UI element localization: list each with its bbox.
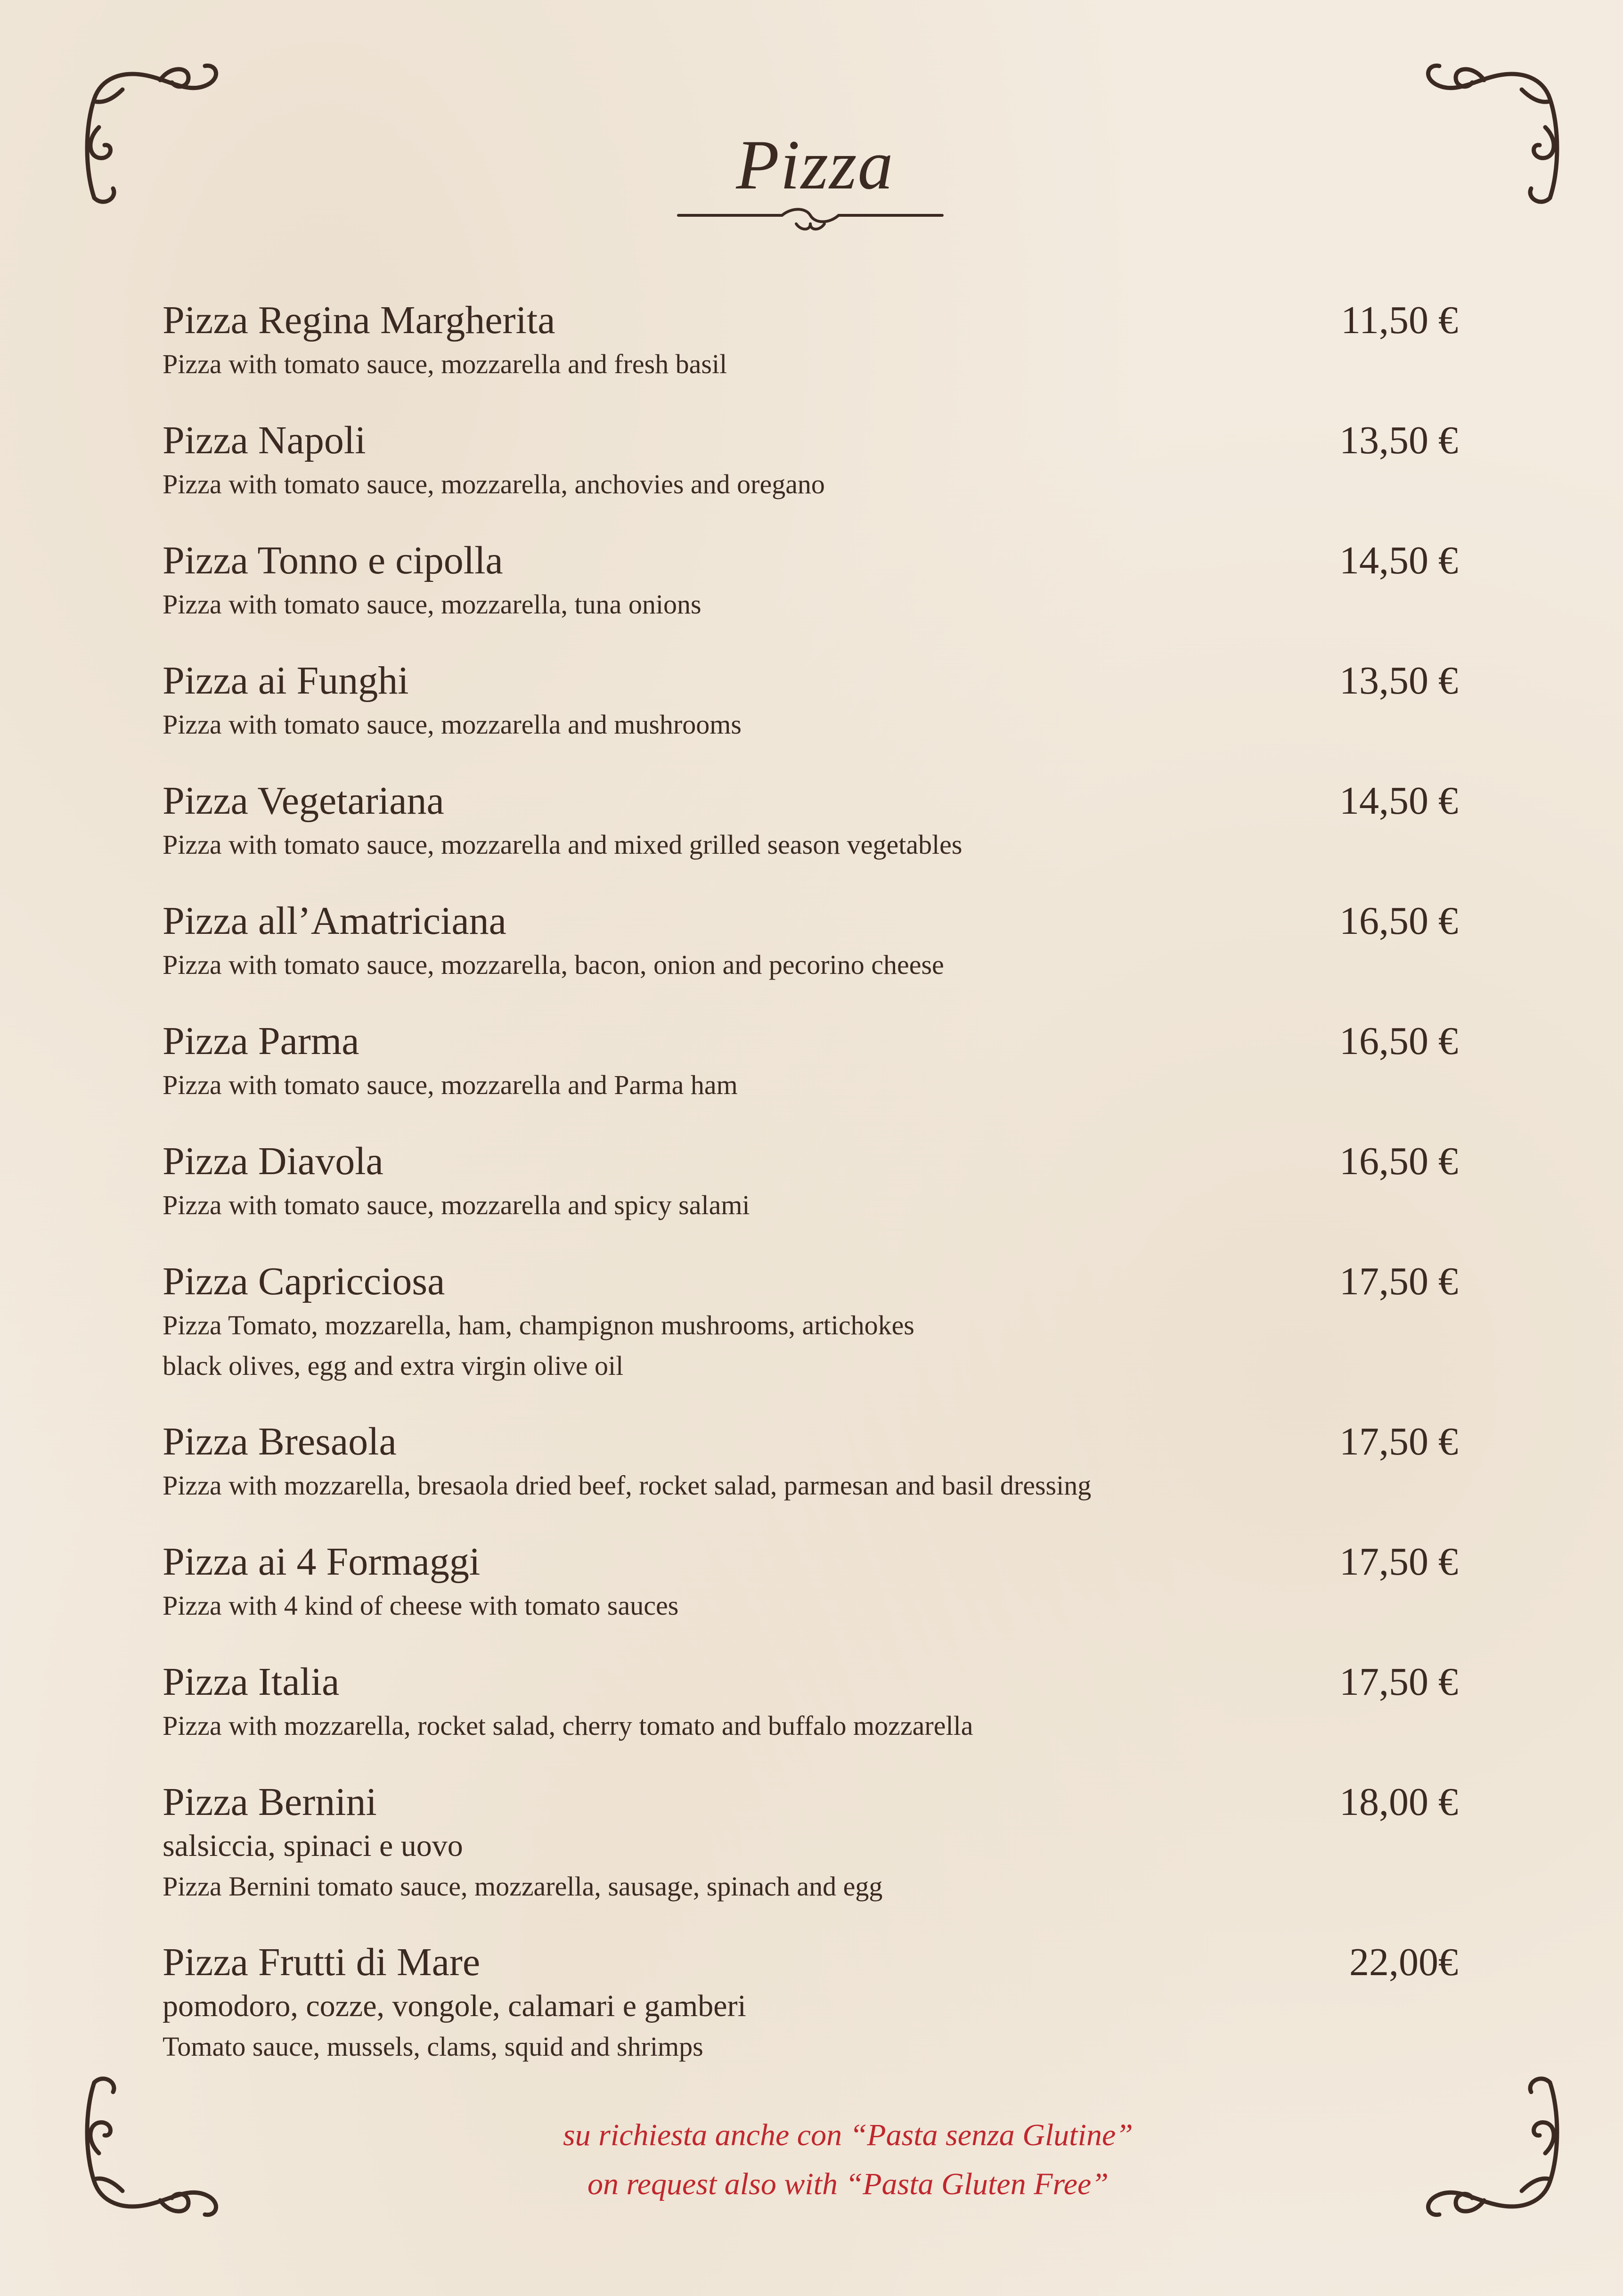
menu-item-subtitle: salsiccia, spinaci e uovo: [163, 1829, 463, 1863]
menu-item: [163, 1018, 1458, 1105]
menu-item-price: 14,50 €: [1339, 779, 1458, 823]
menu-item-name: Pizza Frutti di Mare: [163, 1940, 481, 1984]
menu-item-name: Pizza Napoli: [163, 418, 366, 462]
menu-item-price: 16,50 €: [1339, 1139, 1458, 1183]
menu-item-subtitle: pomodoro, cozze, vongole, calamari e gamberi: [163, 1989, 746, 2023]
menu-item-name: Pizza Capricciosa: [163, 1259, 445, 1303]
menu-item: [163, 1538, 1458, 1626]
menu-item-price: 16,50 €: [1339, 1019, 1458, 1063]
menu-item-name: Pizza Regina Margherita: [163, 298, 555, 342]
menu-item-description: Pizza with mozzarella, rocket salad, cherry tomato and buffalo mozzarella: [163, 1710, 973, 1741]
menu-item: [163, 1258, 1458, 1386]
menu-item-name: Pizza Parma: [163, 1019, 359, 1063]
menu-item-name: Pizza Vegetariana: [163, 779, 444, 823]
menu-item-description: Pizza with tomato sauce, mozzarella and Parma ham: [163, 1070, 738, 1100]
menu-item-price: 13,50 €: [1339, 659, 1458, 703]
gluten-free-note: [424, 2111, 1272, 2209]
menu-item-description: Tomato sauce, mussels, clams, squid and shrimps: [163, 2031, 703, 2062]
menu-item-description: Pizza with tomato sauce, mozzarella, bacon, onion and pecorino cheese: [163, 949, 944, 980]
corner-ornament-bottom-left-icon: [75, 2054, 231, 2224]
menu-item-name: Pizza Bresaola: [163, 1420, 397, 1463]
menu-item-price: 22,00€: [1349, 1940, 1458, 1984]
menu-item-description: Pizza with tomato sauce, mozzarella and mushrooms: [163, 709, 742, 740]
note-line-english: on request also with “Pasta Gluten Free”: [587, 2167, 1109, 2201]
title-divider-icon: [674, 205, 947, 233]
menu-item-name: Pizza Italia: [163, 1660, 340, 1704]
menu-item-name: Pizza Bernini: [163, 1780, 377, 1824]
menu-item-description: Pizza Tomato, mozzarella, ham, champignon mushrooms, artichokes: [163, 1310, 914, 1340]
menu-item: [163, 657, 1458, 745]
menu-item-description: black olives, egg and extra virgin olive oil: [163, 1350, 624, 1381]
menu-item-description: Pizza with tomato sauce, mozzarella and spicy salami: [163, 1190, 750, 1220]
menu-item-price: 18,00 €: [1339, 1780, 1458, 1824]
page-title: Pizza: [736, 126, 894, 204]
page-title-block: [674, 127, 956, 231]
menu-item-price: 17,50 €: [1339, 1420, 1458, 1463]
menu-item: [163, 1659, 1458, 1746]
menu-item-description: Pizza with tomato sauce, mozzarella and fresh basil: [163, 349, 727, 379]
menu-item-description: Pizza with mozzarella, bresaola dried beef, rocket salad, parmesan and basil dressing: [163, 1470, 1092, 1501]
corner-ornament-top-left-icon: [75, 57, 231, 226]
menu-item: [163, 1939, 1458, 2067]
menu-item: [163, 777, 1458, 865]
menu-item-name: Pizza ai 4 Formaggi: [163, 1540, 481, 1584]
menu-item-price: 14,50 €: [1339, 539, 1458, 582]
menu-item-name: Pizza Tonno e cipolla: [163, 539, 503, 582]
menu-item-description: Pizza with 4 kind of cheese with tomato sauces: [163, 1590, 679, 1621]
menu-item-price: 13,50 €: [1339, 418, 1458, 462]
menu-item-price: 17,50 €: [1339, 1259, 1458, 1303]
menu-item-name: Pizza Diavola: [163, 1139, 383, 1183]
menu-item: [163, 537, 1458, 625]
menu-item: [163, 1138, 1458, 1226]
menu-item-description: Pizza with tomato sauce, mozzarella and mixed grilled season vegetables: [163, 829, 962, 860]
menu-item-price: 11,50 €: [1341, 298, 1458, 342]
menu-item-description: Pizza with tomato sauce, mozzarella, tuna onions: [163, 589, 701, 620]
menu-item-description: Pizza Bernini tomato sauce, mozzarella, sausage, spinach and egg: [163, 1871, 883, 1902]
menu-item-price: 16,50 €: [1339, 899, 1458, 943]
menu-item-description: Pizza with tomato sauce, mozzarella, anchovies and oregano: [163, 469, 825, 499]
menu-item: [163, 417, 1458, 505]
corner-ornament-bottom-right-icon: [1413, 2054, 1569, 2224]
menu-item: [163, 898, 1458, 985]
menu-item-price: 17,50 €: [1339, 1660, 1458, 1704]
menu-item: [163, 1418, 1458, 1506]
menu-item-name: Pizza all’Amatriciana: [163, 899, 506, 943]
menu-item: [163, 297, 1458, 384]
menu-item-price: 17,50 €: [1339, 1540, 1458, 1584]
menu-item: [163, 1779, 1458, 1907]
note-line-italian: su richiesta anche con “Pasta senza Glutine”: [563, 2118, 1133, 2152]
corner-ornament-top-right-icon: [1413, 57, 1569, 226]
menu-item-name: Pizza ai Funghi: [163, 659, 409, 703]
